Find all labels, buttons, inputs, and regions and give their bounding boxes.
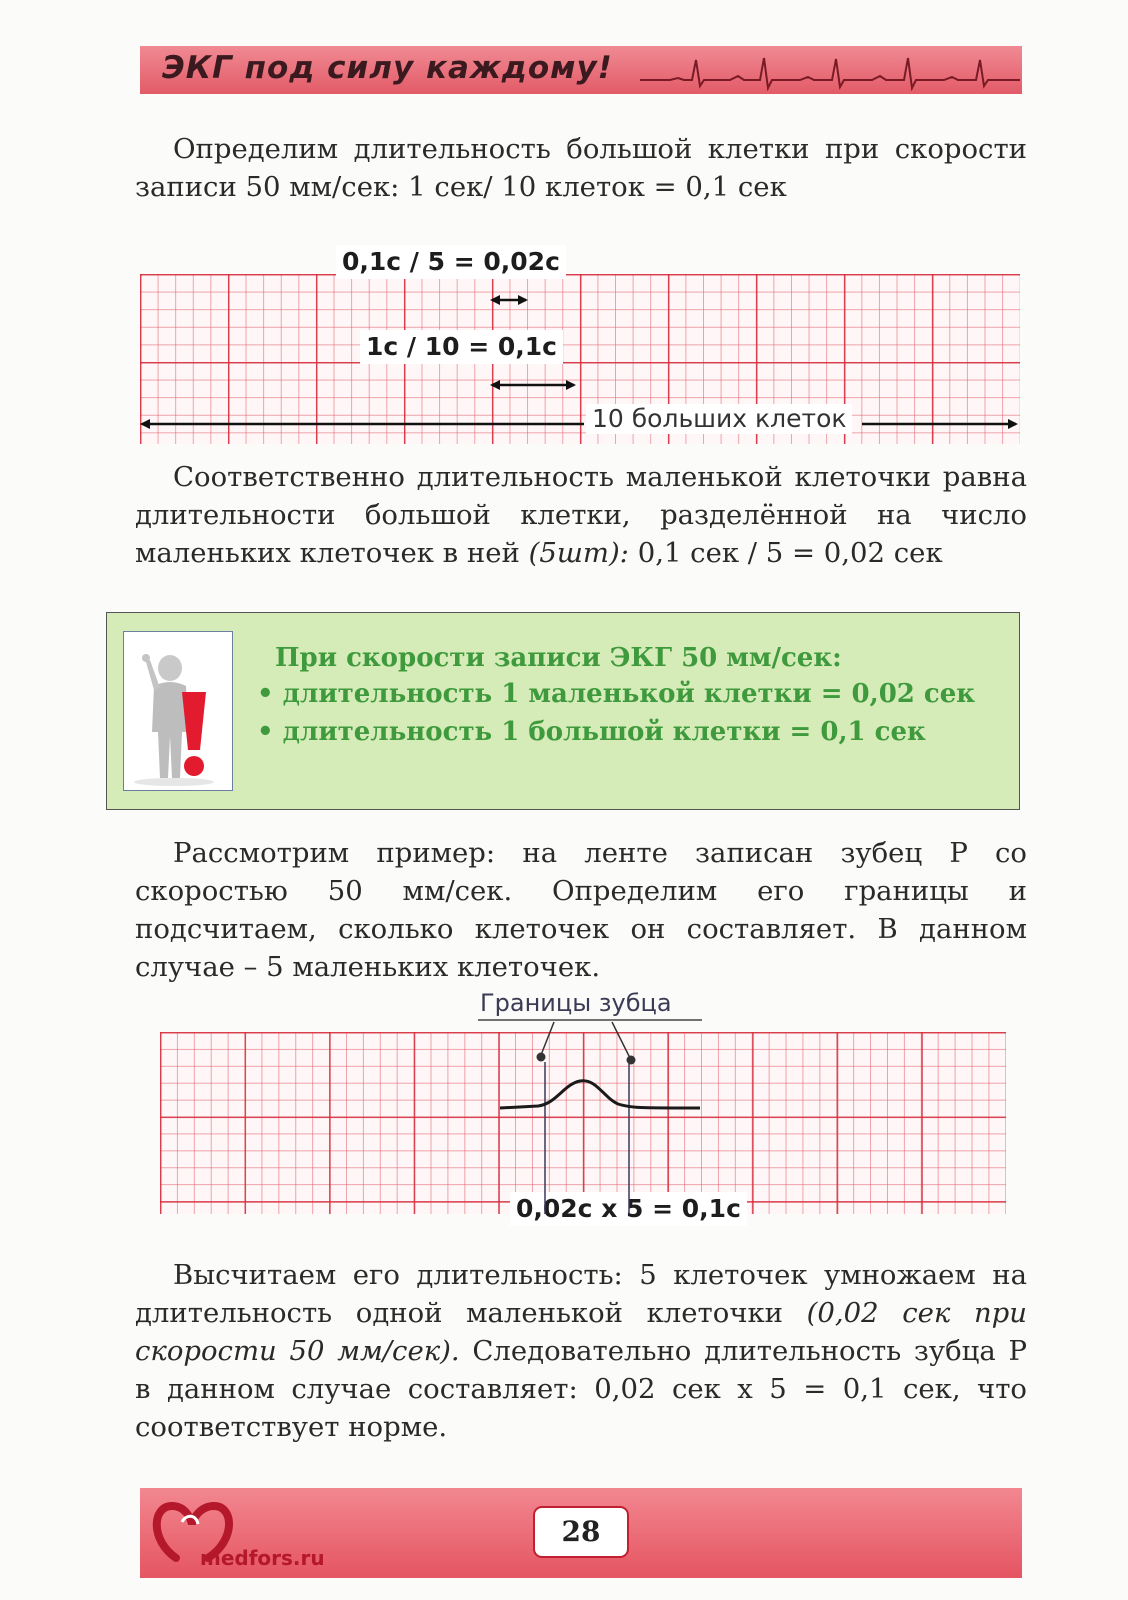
paragraph-4-text: Высчитаем его длительность: 5 клеточек умножаем на длительность одной маленькой клеточки	[135, 1259, 1027, 1329]
note-avatar-frame	[123, 631, 233, 791]
brand-name: medfors.ru	[200, 1546, 325, 1570]
paragraph-small-cell-duration	[135, 458, 1027, 572]
header-title: ЭКГ под силу каждому!	[162, 50, 613, 86]
label-wave-calc: 0,02с х 5 = 0,1с	[510, 1192, 747, 1226]
paragraph-example	[135, 834, 1027, 986]
paragraph-3-text: Рассмотрим пример: на ленте записан зубец Р со скоростью 50 мм/сек. Определим его границы и подсчитаем, сколько клеточек он составляет. В данном случае – 5 маленьких клеточек.	[135, 837, 1027, 983]
note-bullet-big-cell: • длительность 1 большой клетки = 0,1 сек	[257, 717, 926, 747]
paragraph-2-text: Соответственно длительность маленькой клеточки равна длительности большой клетки, разделённой на число маленьких клеточек в ней	[135, 461, 1027, 569]
paragraph-2-result: 0,1 сек / 5 = 0,02 сек	[637, 537, 943, 569]
page-number: 28	[533, 1506, 629, 1558]
ecg-grid-figure-2	[160, 1032, 1006, 1214]
note-bullet-small-cell: • длительность 1 маленькой клетки = 0,02 сек	[257, 679, 976, 709]
label-ten-big-cells: 10 больших клеток	[586, 404, 852, 434]
paragraph-big-cell-duration	[135, 130, 1027, 206]
note-heading: При скорости записи ЭКГ 50 мм/сек:	[275, 643, 842, 673]
label-small-cell-calc: 0,1с / 5 = 0,02с	[336, 245, 566, 279]
ecg-wave-icon	[640, 46, 1020, 94]
ecg-grid-figure-1	[140, 274, 1020, 444]
paragraph-4-result: Следовательно длительность зубца Р в данном случае составляет: 0,02 сек х 5 = 0,1 сек, что соответствует норме.	[135, 1335, 1027, 1443]
note-box	[106, 612, 1020, 810]
label-wave-borders: Границы зубца	[480, 989, 672, 1017]
label-big-cell-calc: 1с / 10 = 0,1с	[360, 330, 563, 364]
paragraph-2-italic: (5шт):	[528, 537, 629, 569]
footer-band	[140, 1488, 1022, 1578]
exclamation-figure-icon	[124, 632, 230, 788]
header-band	[140, 46, 1022, 94]
paragraph-1-text: Определим длительность большой клетки при скорости записи 50 мм/сек: 1 сек/ 10 клеток = 0,1 сек	[135, 133, 1027, 203]
paragraph-4-italic: (0,02 сек при скорости 50 мм/сек).	[135, 1297, 1027, 1367]
paragraph-calculation	[135, 1256, 1027, 1446]
